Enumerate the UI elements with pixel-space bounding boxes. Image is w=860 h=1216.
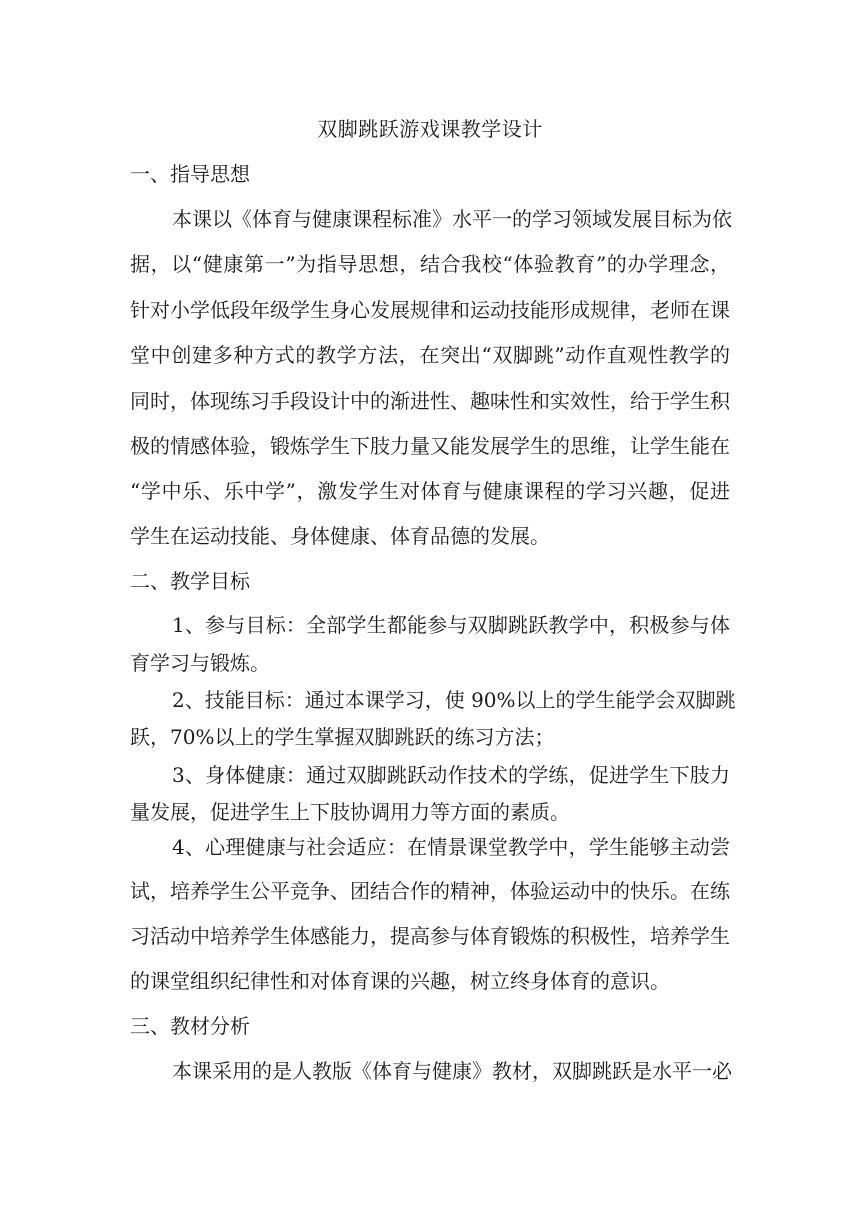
objective-line: 3、身体健康：通过双脚跳跃动作技术的学练，促进学生下肢力 <box>172 763 730 787</box>
paragraph-line: 学生在运动技能、身体健康、体育品德的发展。 <box>130 524 550 548</box>
objective-line: 量发展，促进学生上下肢协调用力等方面的素质。 <box>130 800 570 824</box>
section-heading-material-analysis: 三、教材分析 <box>130 1014 250 1038</box>
section-heading-guiding-ideology: 一、指导思想 <box>130 162 250 186</box>
document-title: 双脚跳跃游戏课教学设计 <box>317 117 543 141</box>
paragraph-line: 据，以“健康第一”为指导思想，结合我校“体验教育”的办学理念， <box>130 252 730 276</box>
objective-line: 的课堂组织纪律性和对体育课的兴趣，树立终身体育的意识。 <box>130 969 670 993</box>
objective-line: 4、心理健康与社会适应：在情景课堂教学中，学生能够主动尝 <box>172 835 730 859</box>
paragraph-line: 堂中创建多种方式的教学方法，在突出“双脚跳”动作直观性教学的 <box>130 343 730 367</box>
paragraph-line: “学中乐、乐中学”，激发学生对体育与健康课程的学习兴趣，促进 <box>130 479 730 503</box>
objective-line: 1、参与目标：全部学生都能参与双脚跳跃教学中，积极参与体 <box>172 613 730 637</box>
paragraph-line: 同时，体现练习手段设计中的渐进性、趣味性和实效性，给于学生积 <box>130 389 730 413</box>
objective-line: 育学习与锻炼。 <box>130 651 270 675</box>
objective-line: 跃，70%以上的学生掌握双脚跳跃的练习方法； <box>130 725 555 749</box>
paragraph-line: 本课采用的是人教版《体育与健康》教材，双脚跳跃是水平一必 <box>172 1059 732 1083</box>
objective-line: 试，培养学生公平竞争、团结合作的精神，体验运动中的快乐。在练 <box>130 879 730 903</box>
paragraph-line: 极的情感体验，锻炼学生下肢力量又能发展学生的思维，让学生能在 <box>130 434 730 458</box>
section-heading-teaching-objectives: 二、教学目标 <box>130 569 250 593</box>
objective-line: 习活动中培养学生体感能力，提高参与体育锻炼的积极性，培养学生 <box>130 924 730 948</box>
objective-line: 2、技能目标：通过本课学习，使 90%以上的学生能学会双脚跳 <box>172 688 736 712</box>
paragraph-line: 本课以《体育与健康课程标准》水平一的学习领域发展目标为依 <box>172 207 732 231</box>
paragraph-line: 针对小学低段年级学生身心发展规律和运动技能形成规律，老师在课 <box>130 298 730 322</box>
